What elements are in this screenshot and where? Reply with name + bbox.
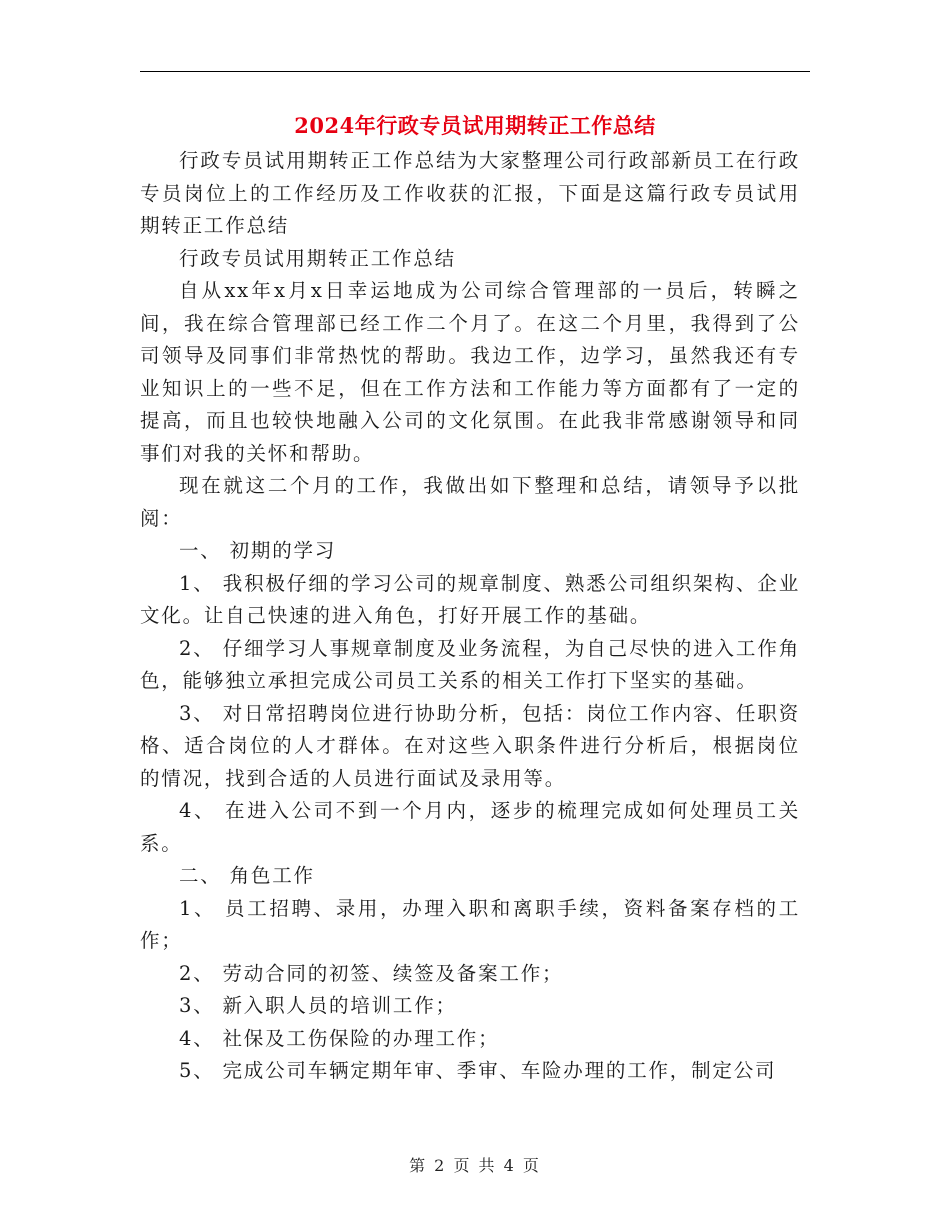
list-item: 3、 对日常招聘岗位进行协助分析，包括：岗位工作内容、任职资格、适合岗位的人才群体。在对这些入职条件进行分析后，根据岗位的情况，找到合适的人员进行面试及录用等。 xyxy=(140,701,800,790)
list-item: 1、 员工招聘、录用，办理入职和离职手续，资料备案存档的工作； xyxy=(140,896,800,952)
list-item: 4、 在进入公司不到一个月内，逐步的梳理完成如何处理员工关系。 xyxy=(140,799,800,855)
page-number: 第 2 页 共 4 页 xyxy=(409,1156,541,1175)
header-rule xyxy=(140,71,810,72)
section-heading: 一、 初期的学习 xyxy=(179,539,337,562)
section-heading: 二、 角色工作 xyxy=(179,864,315,887)
intro-paragraph: 行政专员试用期转正工作总结为大家整理公司行政部新员工在行政专员岗位上的工作经历及工作收获的汇报，下面是这篇行政专员试用期转正工作总结 xyxy=(140,149,800,237)
document-body xyxy=(140,145,800,1088)
list-item: 1、 我积极仔细的学习公司的规章制度、熟悉公司组织架构、企业文化。让自己快速的进入角色，打好开展工作的基础。 xyxy=(140,571,800,627)
list-item: 4、 社保及工伤保险的办理工作； xyxy=(179,1026,500,1050)
body-paragraph: 现在就这二个月的工作，我做出如下整理和总结，请领导予以批阅： xyxy=(140,474,800,530)
document-title: 2024年行政专员试用期转正工作总结 xyxy=(294,113,656,138)
list-item: 2、 劳动合同的初签、续签及备案工作； xyxy=(179,961,564,985)
body-paragraph: 自从xx年x月x日幸运地成为公司综合管理部的一员后，转瞬之间，我在综合管理部已经工作二个月了。在这二个月里，我得到了公司领导及同事们非常热忱的帮助。我边工作，边学习，虽然我还有专业知识上的一些不足，但在工作方法和工作能力等方面都有了一定的提高，而且也较快地融入公司的文化氛围。在此我非常感谢领导和同事们对我的关怀和帮助。 xyxy=(140,279,800,465)
list-item: 2、 仔细学习人事规章制度及业务流程，为自己尽快的进入工作角色，能够独立承担完成公司员工关系的相关工作打下坚实的基础。 xyxy=(140,636,800,692)
list-item: 3、 新入职人员的培训工作； xyxy=(179,994,457,1017)
list-item: 5、 完成公司车辆定期年审、季审、车险办理的工作，制定公司 xyxy=(179,1059,777,1082)
subtitle-paragraph: 行政专员试用期转正工作总结 xyxy=(179,246,456,270)
